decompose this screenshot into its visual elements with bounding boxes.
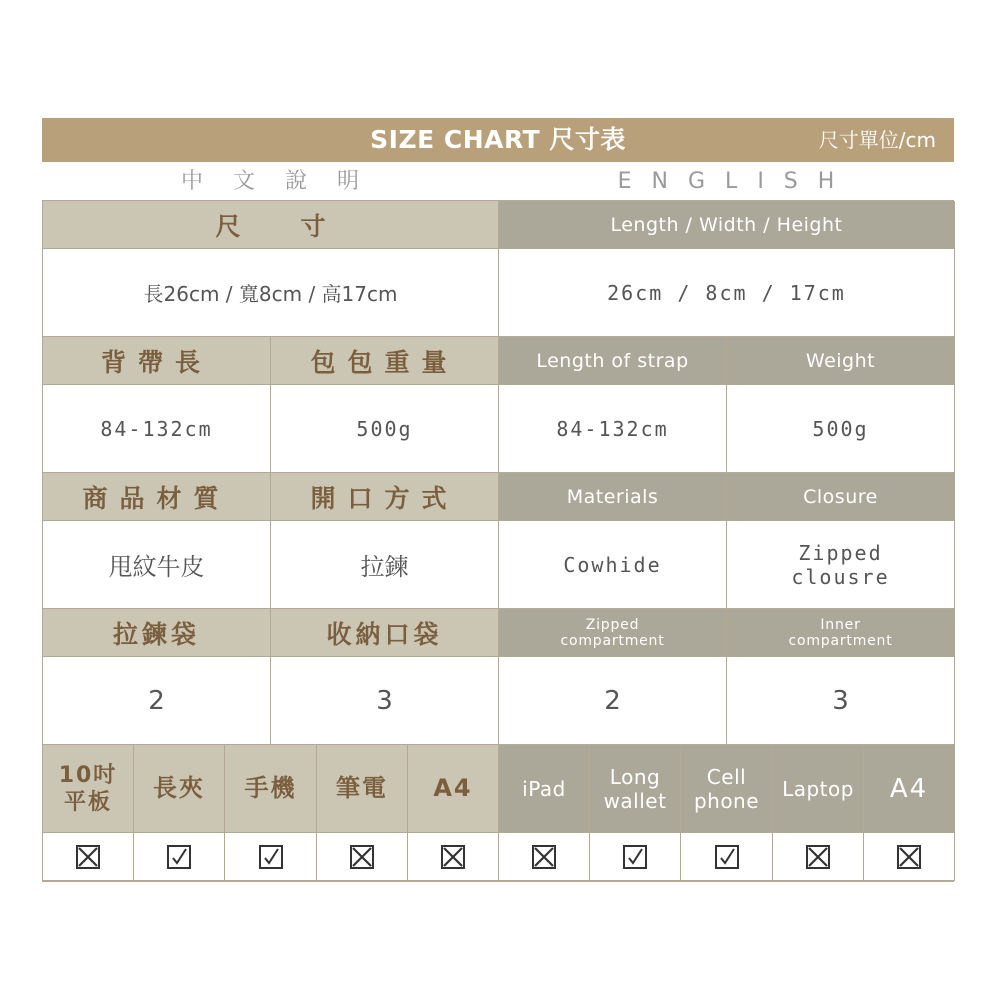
fit-mark-cell-cn-3 (317, 833, 408, 881)
page-title: SIZE CHART 尺寸表 (370, 125, 626, 154)
zip-pocket-header-en (499, 609, 727, 657)
cross-box-icon (532, 845, 556, 869)
strap-header-en: Length of strap (499, 337, 727, 385)
material-value-cn: 甩紋牛皮 (43, 521, 271, 609)
weight-header-en: Weight (727, 337, 955, 385)
weight-header-cn: 包包重量 (271, 337, 499, 385)
fit-mark-cell-en-3 (773, 833, 864, 881)
fit-header-line1: iPad (522, 776, 566, 801)
cross-box-icon (806, 845, 830, 869)
size-value-cn: 長26cm / 寬8cm / 高17cm (43, 249, 499, 337)
fit-mark-cell-cn-2 (225, 833, 317, 881)
weight-value-cn: 500g (271, 385, 499, 473)
closure-header-cn: 開口方式 (271, 473, 499, 521)
fit-mark-cell-en-4 (864, 833, 955, 881)
cross-box-icon (441, 845, 465, 869)
fit-header-cn-3 (317, 745, 408, 833)
fit-mark-cell-en-2 (681, 833, 773, 881)
unit-label: 尺寸單位/cm (818, 128, 936, 152)
size-header-en: Length / Width / Height (499, 201, 955, 249)
fit-mark-cell-en-0 (499, 833, 590, 881)
fit-header-line1: 筆電 (336, 774, 388, 802)
fit-mark-cell-cn-4 (408, 833, 499, 881)
fit-header-line2: phone (693, 788, 760, 813)
closure-header-en: Closure (727, 473, 955, 521)
inner-pocket-header-en-line1: Inner (820, 616, 861, 633)
fit-header-en-3 (773, 745, 864, 833)
inner-pocket-header-en-line2: compartment (788, 632, 893, 649)
closure-value-cn: 拉鍊 (271, 521, 499, 609)
fit-header-line2: wallet (603, 788, 667, 813)
fit-header-en-2 (681, 745, 773, 833)
inner-pocket-value-cn: 3 (271, 657, 499, 745)
closure-value-en-line1: Zipped (798, 540, 883, 565)
fit-header-line1: 10吋 (58, 762, 118, 788)
fit-mark-cell-cn-1 (134, 833, 225, 881)
material-header-en: Materials (499, 473, 727, 521)
zip-pocket-header-en-line1: Zipped (585, 616, 640, 633)
fit-mark-cell-cn-0 (43, 833, 134, 881)
title-banner (42, 118, 954, 162)
english-section-label: ENGLISH (617, 169, 855, 194)
fit-header-line1: A4 (889, 773, 929, 804)
fit-header-en-1 (590, 745, 681, 833)
inner-pocket-header-en (727, 609, 955, 657)
fit-header-cn-1 (134, 745, 225, 833)
chinese-section-label: 中文說明 (180, 169, 389, 194)
size-header-cn: 尺寸 (43, 201, 499, 249)
fit-header-line2: 平板 (63, 789, 112, 815)
zip-pocket-value-en: 2 (499, 657, 727, 745)
fit-header-line1: 長夾 (153, 774, 205, 802)
fit-header-line1: 手機 (244, 774, 297, 802)
cross-box-icon (76, 845, 100, 869)
check-box-icon (259, 845, 283, 869)
material-value-en: Cowhide (499, 521, 727, 609)
inner-pocket-value-en: 3 (727, 657, 955, 745)
material-header-cn: 商品材質 (43, 473, 271, 521)
weight-value-en: 500g (727, 385, 955, 473)
fit-header-cn-4 (408, 745, 499, 833)
cross-box-icon (350, 845, 374, 869)
inner-pocket-header-cn: 收納口袋 (271, 609, 499, 657)
fit-header-en-4 (864, 745, 955, 833)
fit-header-en-0 (499, 745, 590, 833)
closure-value-en (727, 521, 955, 609)
zip-pocket-value-cn: 2 (43, 657, 271, 745)
fit-header-cn-2 (225, 745, 317, 833)
zip-pocket-header-cn: 拉鍊袋 (43, 609, 271, 657)
size-chart-table (42, 200, 954, 882)
closure-value-en-line2: clousre (791, 564, 890, 589)
fit-mark-cell-en-1 (590, 833, 681, 881)
check-box-icon (167, 845, 191, 869)
cross-box-icon (897, 845, 921, 869)
strap-value-en: 84-132cm (499, 385, 727, 473)
strap-value-cn: 84-132cm (43, 385, 271, 473)
fit-header-line1: A4 (433, 774, 473, 802)
fit-header-line1: Long (609, 764, 661, 789)
fit-header-line1: Laptop (782, 776, 854, 801)
zip-pocket-header-en-line2: compartment (560, 632, 665, 649)
fit-header-line1: Cell (706, 764, 747, 789)
check-box-icon (623, 845, 647, 869)
fit-header-cn-0 (43, 745, 134, 833)
size-value-en: 26cm / 8cm / 17cm (499, 249, 955, 337)
strap-header-cn: 背帶長 (43, 337, 271, 385)
check-box-icon (715, 845, 739, 869)
